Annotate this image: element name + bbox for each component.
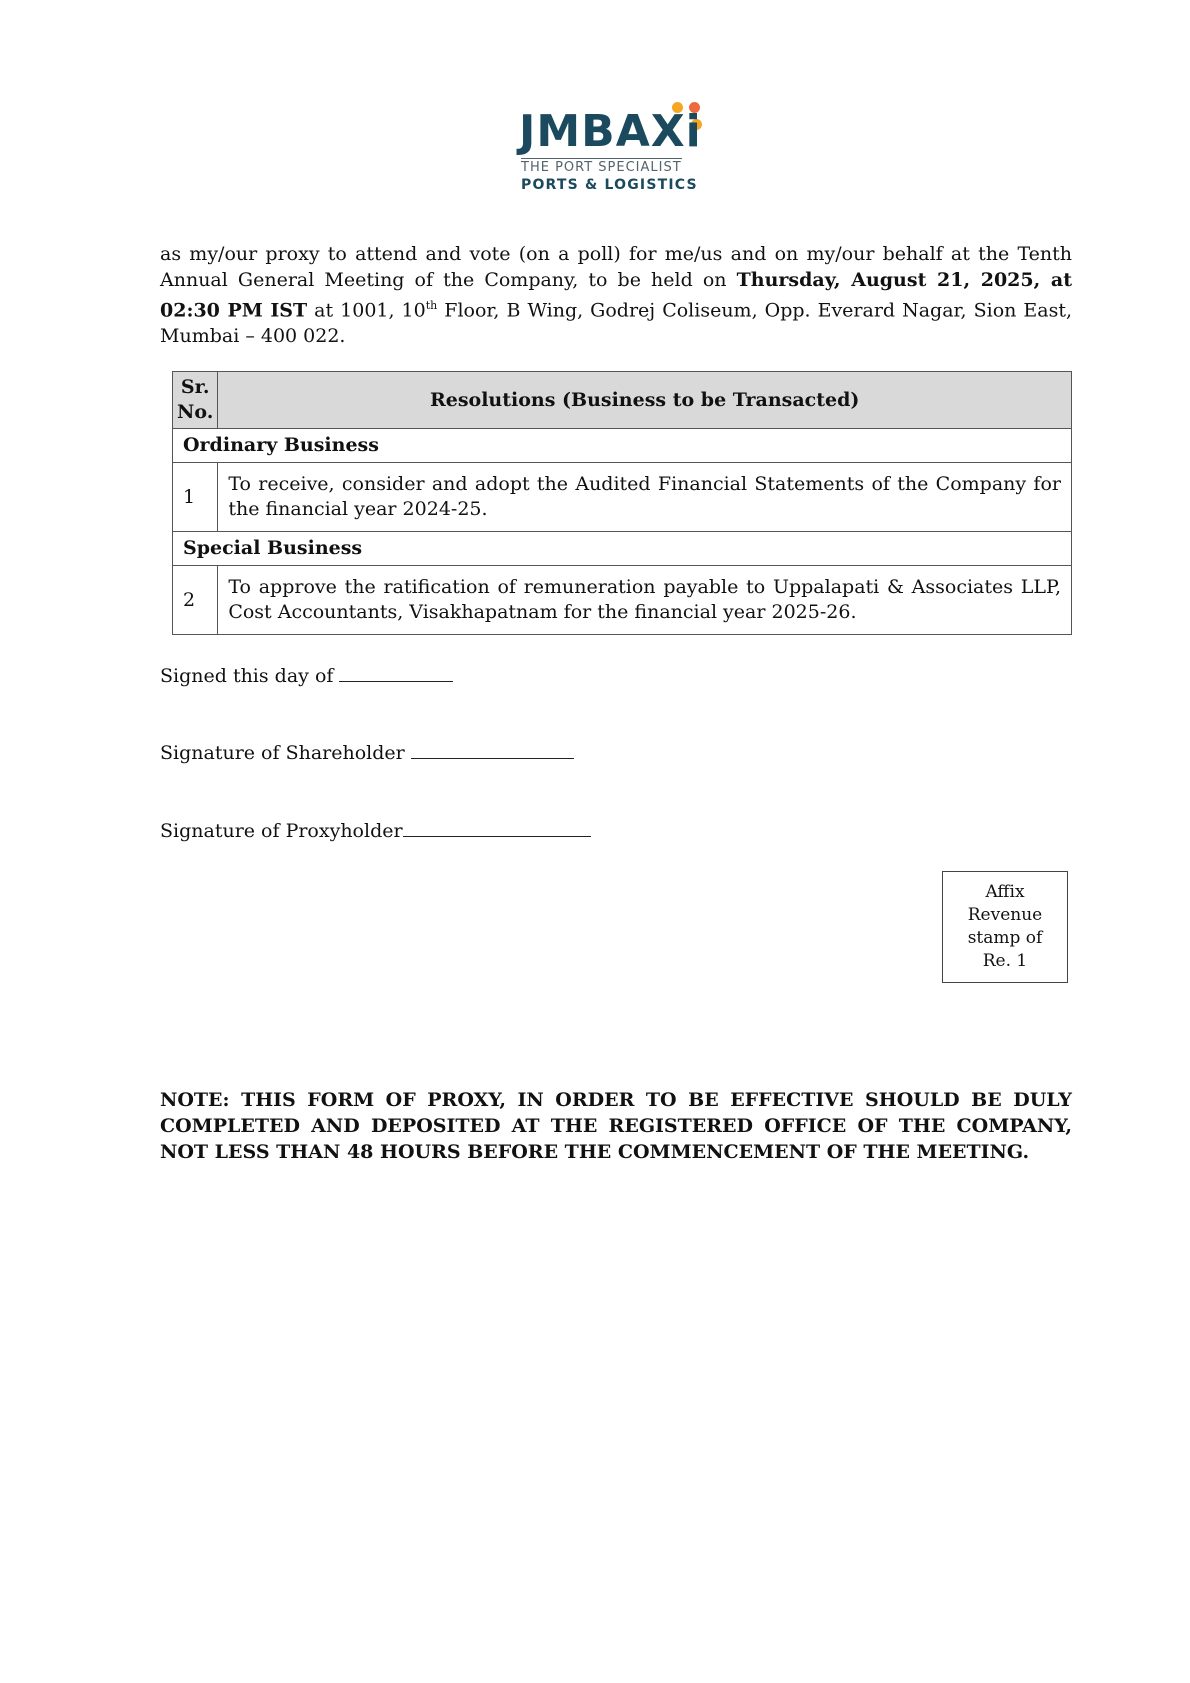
intro-paragraph <box>160 241 1072 349</box>
resolution-number: 1 <box>173 463 218 532</box>
stamp-line: Affix <box>985 882 1025 902</box>
intro-part1: as my/our proxy to attend and vote (on a poll) for me/us and on my/our behalf at the Tenth Annual General Meeting of the Company, to be held on <box>160 243 1072 291</box>
proxyholder-signature-field[interactable] <box>403 818 591 837</box>
section-row <box>173 429 1072 463</box>
revenue-stamp-box <box>942 871 1068 983</box>
signed-day-field[interactable] <box>339 663 453 682</box>
stamp-line: Revenue <box>967 905 1043 925</box>
table-row <box>173 566 1072 635</box>
proxy-note: NOTE: THIS FORM OF PROXY, IN ORDER TO BE EFFECTIVE SHOULD BE DULY COMPLETED AND DEPOSITED AT THE REGISTERED OFFICE OF THE COMPANY, NOT LESS THAN 48 HOURS BEFORE THE COMMENCEMENT OF THE MEETING. <box>160 1089 1072 1163</box>
resolution-number: 2 <box>173 566 218 635</box>
resolution-text: To receive, consider and adopt the Audited Financial Statements of the Company for the financial year 2024-25. <box>218 463 1072 532</box>
proxyholder-signature-label: Signature of Proxyholder <box>160 820 403 842</box>
section-row <box>173 532 1072 566</box>
table-header-row <box>173 372 1072 429</box>
resolution-text: To approve the ratification of remuneration payable to Uppalapati & Associates LLP, Cost Accountants, Visakhapatnam for the financial year 2025-26. <box>218 566 1072 635</box>
proxyholder-signature-line <box>160 818 591 844</box>
company-logo <box>519 98 709 198</box>
signed-day-line <box>160 663 453 689</box>
stamp-line: stamp of <box>967 928 1043 948</box>
stamp-line: Re. 1 <box>982 951 1028 971</box>
section-special-business: Special Business <box>173 532 1072 566</box>
table-row <box>173 463 1072 532</box>
logo-tagline: THE PORT SPECIALIST <box>521 160 682 175</box>
header-resolutions: Resolutions (Business to be Transacted) <box>218 372 1072 429</box>
intro-part2: at 1001, 10 <box>307 299 426 322</box>
shareholder-signature-line <box>160 740 574 766</box>
resolutions-table <box>172 371 1072 635</box>
meeting-datetime: Thursday, August 21, 2025, at 02:30 PM IST <box>160 269 1072 322</box>
intro-part3: Floor, B Wing, Godrej Coliseum, Opp. Everard Nagar, Sion East, Mumbai – 400 022. <box>160 299 1073 348</box>
signed-day-label: Signed this day of <box>160 665 334 687</box>
intro-superscript: th <box>425 299 438 312</box>
header-sr-no: Sr. No. <box>173 372 218 429</box>
shareholder-signature-field[interactable] <box>411 740 574 759</box>
logo-brand: JMBAXi <box>519 106 702 157</box>
section-ordinary-business: Ordinary Business <box>173 429 1072 463</box>
logo-subtitle: PORTS & LOGISTICS <box>521 177 698 193</box>
shareholder-signature-label: Signature of Shareholder <box>160 742 405 764</box>
